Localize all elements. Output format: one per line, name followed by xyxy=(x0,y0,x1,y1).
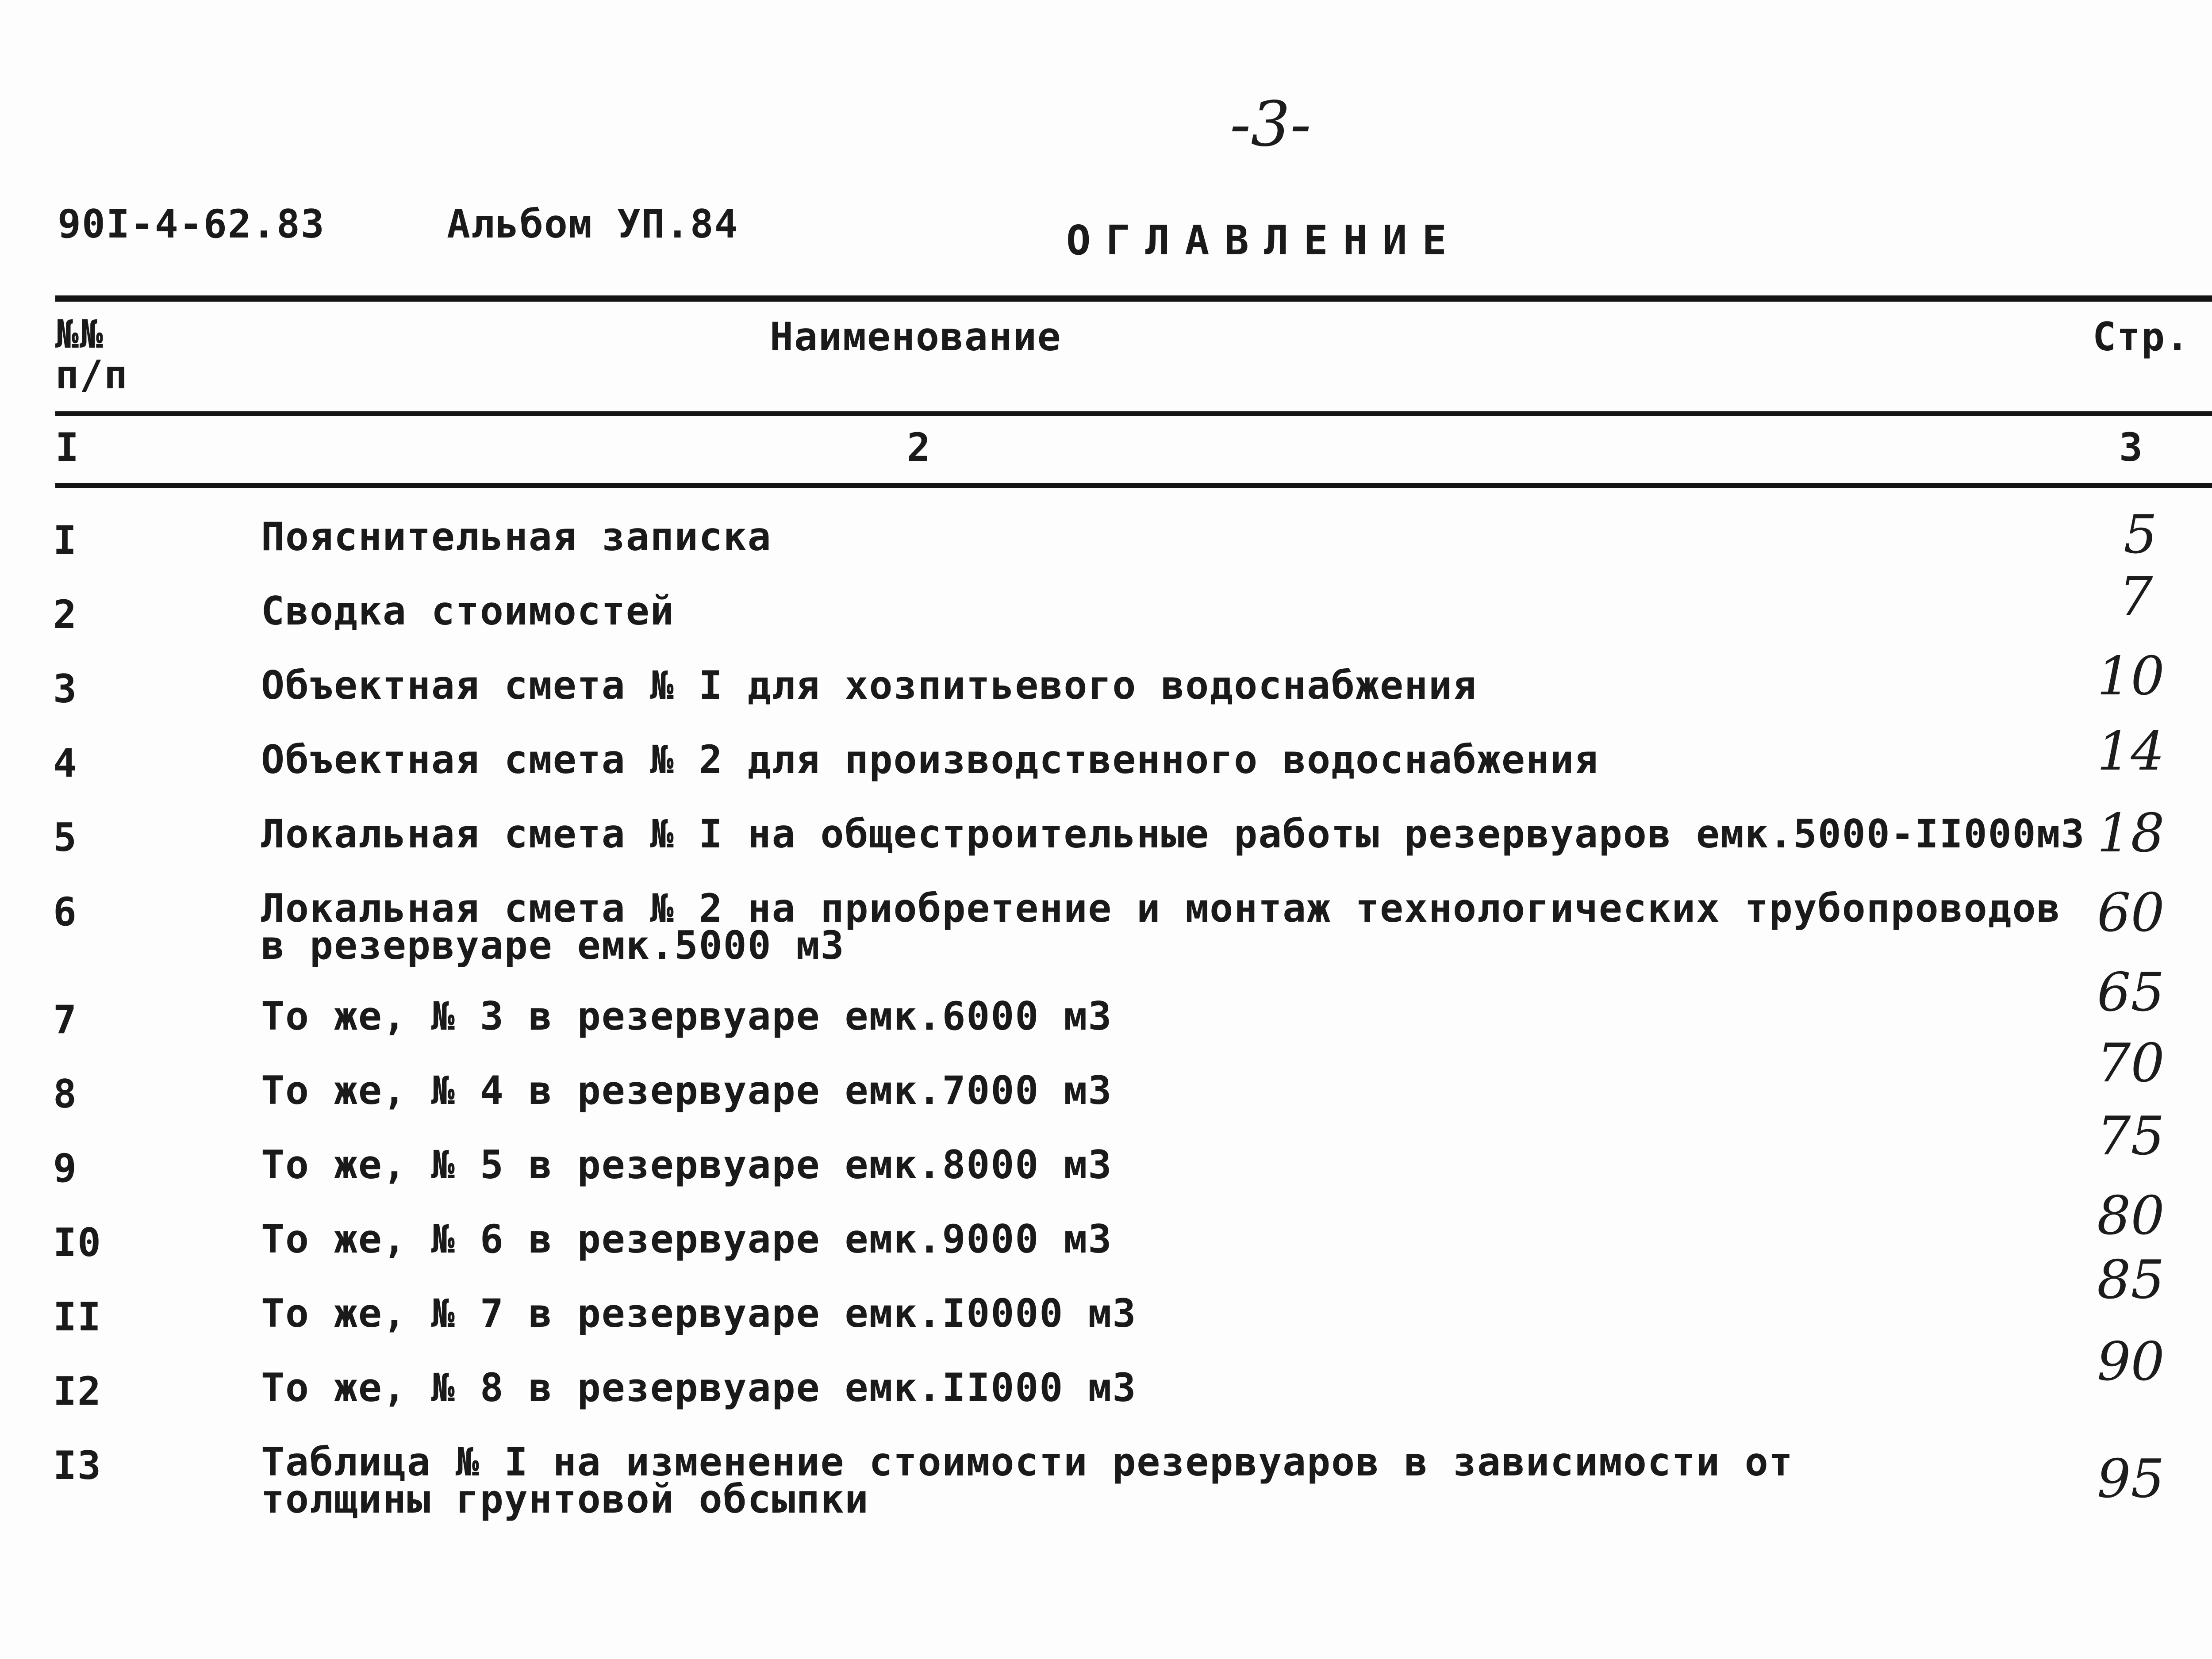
column-numbers-rule xyxy=(55,483,2212,488)
album-label: Альбом УП.84 xyxy=(447,201,739,247)
page-title: ОГЛАВЛЕНИЕ xyxy=(1066,217,1462,264)
row-number: I3 xyxy=(53,1443,102,1488)
document-code: 90I-4-62.83 xyxy=(58,201,325,247)
row-number: 3 xyxy=(53,666,77,712)
row-number: 6 xyxy=(53,889,77,935)
row-title: То же, № 8 в резервуаре емк.II000 м3 xyxy=(261,1365,1137,1410)
table-top-rule xyxy=(55,295,2212,302)
header-name-column: Наименование xyxy=(770,314,1062,360)
row-number: I0 xyxy=(53,1220,102,1265)
row-page: 7 xyxy=(2119,566,2153,628)
row-number: 4 xyxy=(53,740,77,786)
row-title: То же, № 5 в резервуаре емк.8000 м3 xyxy=(261,1142,1113,1188)
row-title-line: в резервуаре емк.5000 м3 xyxy=(261,923,845,968)
row-title xyxy=(261,1439,1793,1522)
row-title-line: Локальная смета № 2 на приобретение и монтаж технологических трубопроводов xyxy=(261,885,2061,931)
row-title: То же, № 6 в резервуаре емк.9000 м3 xyxy=(261,1216,1113,1262)
row-page: 60 xyxy=(2097,882,2165,944)
row-title-line: толщины грунтовой обсыпки xyxy=(261,1476,869,1522)
row-page: 85 xyxy=(2097,1249,2165,1311)
row-page: 5 xyxy=(2124,504,2158,566)
row-title: Объектная смета № 2 для производственного водоснабжения xyxy=(261,737,1599,782)
row-title: То же, № 4 в резервуаре емк.7000 м3 xyxy=(261,1068,1113,1113)
row-page: 10 xyxy=(2097,646,2165,707)
row-title: Локальная смета № I на общестроительные работы резервуаров емк.5000-II000м3 xyxy=(261,811,2085,857)
row-page: 95 xyxy=(2097,1448,2165,1510)
row-page: 75 xyxy=(2097,1106,2165,1167)
row-number: 8 xyxy=(53,1071,77,1117)
header-page-column: Стр. xyxy=(2093,314,2190,360)
row-page: 90 xyxy=(2097,1331,2165,1393)
page-number: -3- xyxy=(1230,88,1311,161)
row-number: 5 xyxy=(53,815,77,860)
row-title: Пояснительная записка xyxy=(261,514,772,559)
row-number: 2 xyxy=(53,592,77,637)
header-number-column xyxy=(55,311,128,398)
row-page: 70 xyxy=(2097,1033,2165,1094)
row-number: I2 xyxy=(53,1368,102,1414)
row-number: 7 xyxy=(53,997,77,1042)
row-title: То же, № 3 в резервуаре емк.6000 м3 xyxy=(261,993,1113,1039)
row-page: 80 xyxy=(2097,1185,2165,1247)
column-number-3: 3 xyxy=(2119,425,2143,470)
row-number: II xyxy=(53,1294,102,1340)
header-rule xyxy=(55,411,2212,416)
row-page: 18 xyxy=(2097,803,2165,864)
row-page: 14 xyxy=(2097,721,2165,782)
row-number: 9 xyxy=(53,1146,77,1191)
row-page: 65 xyxy=(2097,962,2165,1023)
column-number-1: I xyxy=(55,425,80,470)
row-number: I xyxy=(53,517,77,563)
row-title xyxy=(261,885,2061,968)
row-title: Сводка стоимостей xyxy=(261,588,675,634)
row-title-line: Таблица № I на изменение стоимости резервуаров в зависимости от xyxy=(261,1439,1793,1485)
row-title: То же, № 7 в резервуаре емк.I0000 м3 xyxy=(261,1291,1137,1336)
header-number-line2: п/п xyxy=(55,352,128,398)
row-title: Объектная смета № I для хозпитьевого водоснабжения xyxy=(261,663,1478,708)
header-number-line1: №№ xyxy=(55,311,104,357)
column-number-2: 2 xyxy=(907,425,931,470)
